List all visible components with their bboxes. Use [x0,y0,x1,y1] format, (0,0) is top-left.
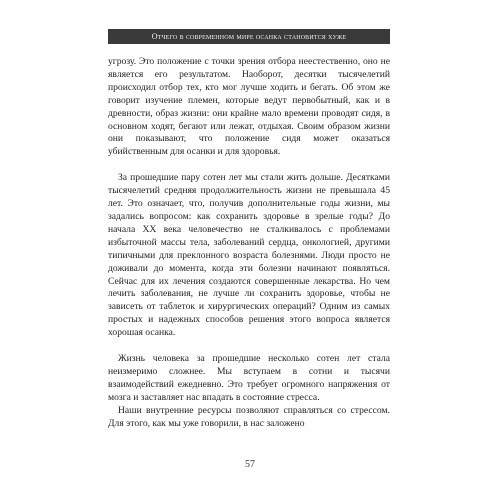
running-header [108,29,390,44]
paragraph-2: За прошедшие пару сотен лет мы стали жить дольше. Десятками тысячелетий средняя продолжительность жизни не превышала 45 лет. Это означает, что, получив дополнительные годы жизни, мы задались вопросом: как сохранить здоровье в зрелые годы? До начала XX века человечество не сталкивалось с проблемами избыточной массы тела, заболеваний сердца, онкологией, другими типичными для преклонного возраста болезнями. Люди просто не доживали до момента, когда эти болезни начинают появляться. Сейчас для их лечения создаются совершенные лекарства. Но чем лечить заболевания, не лучше ли сохранить здоровье, чтобы не зависеть от таблеток и хирургических операций? Одним из самых простых и надежных способов решения этого вопроса является хорошая осанка. [108,172,390,339]
body-text [108,56,390,430]
page-number: 57 [245,459,255,470]
paragraph-4: Наши внутренние ресурсы позволяют справляться со стрессом. Для этого, как мы уже говорили, в нас заложено [108,404,390,429]
running-title: Отчего в современном мире осанка становится хуже [151,32,347,41]
paragraph-3: Жизнь человека за прошедшие несколько сотен лет стала неизмеримо сложнее. Мы вступаем в сотни и тысячи взаимодействий ежедневно. Это требует огромного напряжения от мозга и заставляет нас впадать в состояние стресса. [108,353,390,403]
paragraph-1: угрозу. Это положение с точки зрения отбора неестественно, оно не является его результатом. Наоборот, десятки тысячелетий происходил отбор тех, кто мог лучше ходить и бегать. Об этом же говорит изучение племен, которые ведут первобытный, как и в древности, образ жизни: они крайне мало времени проводят сидя, в основном ходят, бегают или лежат, отдыхая. Своим образом жизни они показывают, что положение сидя может оказаться убийственным для осанки и для здоровья. [108,56,390,158]
